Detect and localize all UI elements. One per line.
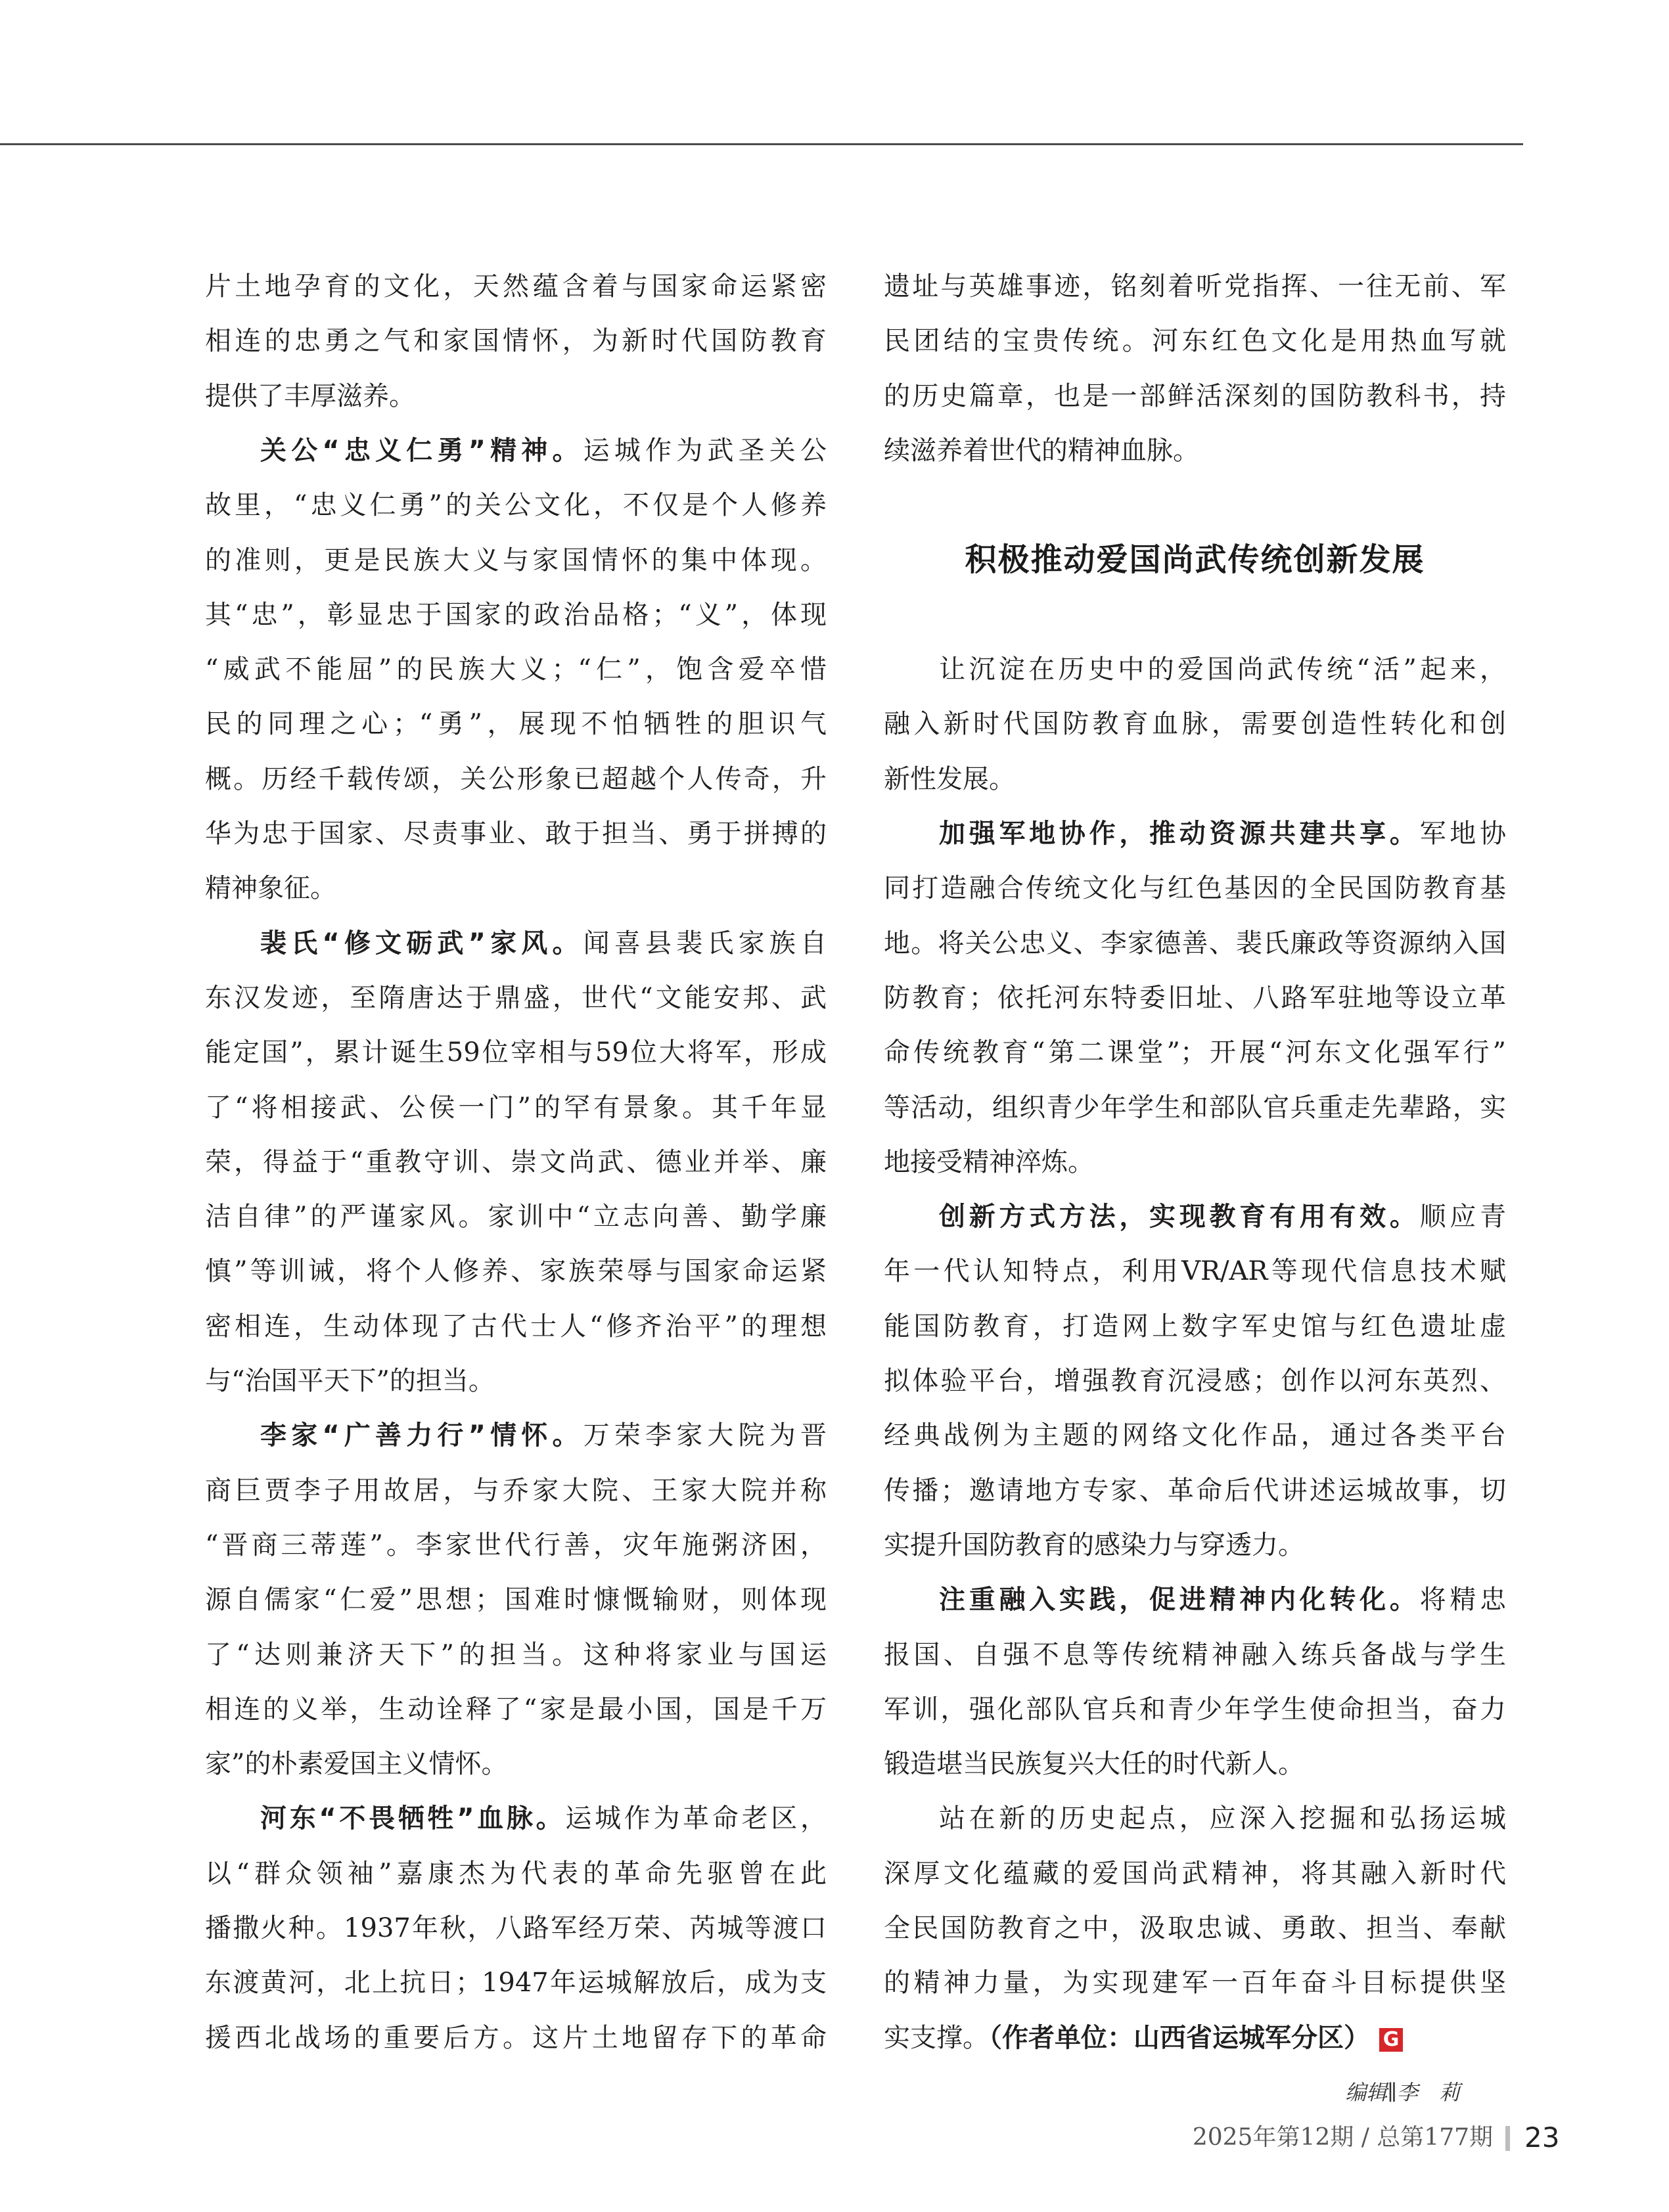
paragraph-text: 等活动，组织青少年学生和部队官兵重走先辈路，实: [884, 1092, 1506, 1123]
paragraph-text: 相连的忠勇之气和家国情怀，为新时代国防教育: [205, 326, 827, 357]
paragraph-text: 洁自律”的严谨家风。家训中“立志向善、勤学廉: [205, 1202, 827, 1232]
paragraph-text: 的准则，更是民族大义与家国情怀的集中体现。: [205, 545, 827, 576]
text-line: [205, 270, 827, 303]
text-line: [205, 1638, 827, 1671]
text-line: [205, 1912, 827, 1945]
paragraph-text: 家”的朴素爱国主义情怀。: [205, 1749, 508, 1780]
paragraph-lead-heading: 注重融入实践，促进精神内化转化。: [939, 1585, 1420, 1615]
text-line: [205, 489, 827, 522]
paragraph-text: 拟体验平台，增强教育沉浸感；创作以河东英烈、: [884, 1366, 1506, 1396]
paragraph-text: 传播；邀请地方专家、革命后代讲述运城故事，切: [884, 1475, 1506, 1506]
paragraph-text: 与“治国平天下”的担当。: [205, 1366, 495, 1396]
text-line: [205, 653, 827, 686]
text-line: [884, 1255, 1506, 1288]
paragraph-text: 能定国”，累计诞生59位宰相与59位大将军，形成: [205, 1037, 827, 1068]
text-line: [884, 817, 1506, 850]
text-line: [205, 982, 827, 1014]
paragraph-text: 经典战例为主题的网络文化作品，通过各类平台: [884, 1420, 1506, 1451]
paragraph-text: 故里，“忠义仁勇”的关公文化，不仅是个人修养: [205, 490, 827, 521]
editor-credit: 编辑∥李 莉: [1345, 2080, 1460, 2105]
paragraph-text: 实提升国防教育的感染力与穿透力。: [884, 1529, 1304, 1560]
footer-issue-info: 2025年第12期 / 总第177期: [1192, 2124, 1493, 2151]
paragraph-text: 万荣李家大院为晋: [583, 1420, 827, 1451]
text-line: [205, 817, 827, 850]
paragraph-text: 了“将相接武、公侯一门”的罕有景象。其千年显: [205, 1092, 827, 1123]
text-line: [205, 1693, 827, 1726]
paragraph-text: 命传统教育“第二课堂”；开展“河东文化强军行”: [884, 1037, 1506, 1068]
text-line: [205, 598, 827, 631]
paragraph-text: 慎”等训诫，将个人修养、家族荣辱与国家命运紧: [205, 1256, 827, 1287]
paragraph-text: 源自儒家“仁爱”思想；国难时慷慨输财，则体现: [205, 1585, 827, 1615]
text-line: [884, 380, 1506, 413]
paragraph-text: 的历史篇章，也是一部鲜活深刻的国防教科书，持: [884, 380, 1506, 411]
paragraph-text: 军训，强化部队官兵和青少年学生使命担当，奋力: [884, 1694, 1506, 1725]
text-line: [884, 325, 1506, 357]
text-line: [884, 1638, 1506, 1671]
paragraph-text: 援西北战场的重要后方。这片土地留存下的革命: [205, 2022, 827, 2053]
paragraph-text: 续滋养着世代的精神血脉。: [884, 435, 1199, 466]
paragraph-text: 报国、自强不息等传统精神融入练兵备战与学生: [884, 1639, 1506, 1670]
text-line: [205, 544, 827, 577]
paragraph-lead-heading: 裴氏“修文砺武”家风。: [260, 928, 583, 959]
paragraph-text: 年一代认知特点，利用VR/AR等现代信息技术赋: [884, 1256, 1506, 1287]
paragraph-text: 锻造堪当民族复兴大任的时代新人。: [884, 1749, 1304, 1780]
paragraph-text: 提供了丰厚滋养。: [205, 380, 415, 411]
text-line: [205, 1748, 827, 1780]
text-line: [205, 1146, 827, 1179]
text-line: [884, 1365, 1506, 1397]
paragraph-text: 概。历经千载传颂，关公形象已超越个人传奇，升: [205, 763, 827, 794]
text-line: [884, 982, 1506, 1014]
page-number: 23: [1524, 2121, 1560, 2154]
paragraph-lead-heading: 关公“忠义仁勇”精神。: [260, 435, 583, 466]
paragraph-text: 华为忠于国家、尽责事业、敢于担当、勇于拼搏的: [205, 819, 827, 849]
text-line: [884, 434, 1506, 467]
text-line: [884, 1419, 1506, 1452]
text-line: [205, 1966, 827, 1999]
paragraph-text: 新性发展。: [884, 763, 1015, 794]
text-line: [205, 927, 827, 960]
text-line: [884, 1748, 1506, 1780]
text-line: [884, 270, 1506, 303]
paragraph-lead-heading: 河东“不畏牺牲”血脉。: [260, 1803, 566, 1834]
text-line: [884, 872, 1506, 905]
text-line: [205, 1583, 827, 1616]
text-line: [884, 1146, 1506, 1179]
section-heading: 积极推动爱国尚武传统创新发展: [965, 541, 1425, 578]
paragraph-text: 民团结的宝贵传统。河东红色文化是用热血写就: [884, 326, 1506, 357]
text-line: [205, 1365, 827, 1397]
footer-separator: [1505, 2126, 1510, 2151]
text-line: [205, 1529, 827, 1562]
paragraph-text: 片土地孕育的文化，天然蕴含着与国家命运紧密: [205, 271, 827, 302]
paragraph-text: 融入新时代国防教育血脉，需要创造性转化和创: [884, 709, 1506, 740]
paragraph-text: 东渡黄河，北上抗日；1947年运城解放后，成为支: [205, 1968, 827, 1998]
text-line: [884, 1583, 1506, 1616]
paragraph-text: 军地协: [1419, 819, 1507, 849]
paragraph-text: 深厚文化蕴藏的爱国尚武精神，将其融入新时代: [884, 1858, 1506, 1889]
paragraph-text: 遗址与英雄事迹，铭刻着听党指挥、一往无前、军: [884, 271, 1506, 302]
text-line: [205, 763, 827, 796]
paragraph-text: 以“群众领袖”嘉康杰为代表的革命先驱曾在此: [205, 1858, 827, 1889]
paragraph-text: 防教育；依托河东特委旧址、八路军驻地等设立革: [884, 982, 1506, 1013]
text-line: [205, 1036, 827, 1069]
paragraph-text: 同打造融合传统文化与红色基因的全民国防教育基: [884, 873, 1506, 904]
paragraph-text: 实支撑。: [884, 2022, 989, 2053]
paragraph-text: 精神象征。: [205, 873, 336, 904]
paragraph-text: 了“达则兼济天下”的担当。这种将家业与国运: [205, 1639, 827, 1670]
text-line: [884, 1857, 1506, 1890]
text-line: [884, 927, 1506, 960]
paragraph-text: 能国防教育，打造网上数字军史馆与红色遗址虚: [884, 1311, 1506, 1342]
paragraph-text: 运城作为革命老区，: [565, 1803, 827, 1834]
paragraph-text: 其“忠”，彰显忠于国家的政治品格；“义”，体现: [205, 599, 827, 630]
text-line: [884, 2021, 1506, 2054]
text-line: [205, 325, 827, 357]
paragraph-text: 全民国防教育之中，汲取忠诚、勇敢、担当、奉献: [884, 1913, 1506, 1943]
paragraph-text: 商巨贾李子用故居，与乔家大院、王家大院并称: [205, 1475, 827, 1506]
paragraph-text: 让沉淀在历史中的爱国尚武传统“活”起来，: [939, 654, 1506, 685]
text-line: [884, 1310, 1506, 1343]
text-line: [205, 2021, 827, 2054]
paragraph-lead-heading: 加强军地协作，推动资源共建共享。: [939, 819, 1420, 849]
text-line: [884, 1200, 1506, 1233]
author-affiliation: （作者单位：山西省运城军分区）: [989, 2022, 1370, 2053]
text-line: [884, 1091, 1506, 1124]
text-line: [884, 1529, 1506, 1562]
text-line: [205, 1091, 827, 1124]
text-line: [884, 1912, 1506, 1945]
paragraph-text: 的精神力量，为实现建军一百年奋斗目标提供坚: [884, 1968, 1506, 1998]
text-line: [205, 872, 827, 905]
text-line: [884, 1802, 1506, 1835]
paragraph-text: 东汉发迹，至隋唐达于鼎盛，世代“文能安邦、武: [205, 982, 827, 1013]
text-line: [205, 434, 827, 467]
text-line: [205, 1474, 827, 1507]
paragraph-text: 相连的义举，生动诠释了“家是最小国，国是千万: [205, 1694, 827, 1725]
text-line: [205, 1857, 827, 1890]
text-line: [205, 708, 827, 740]
text-line: [205, 1255, 827, 1288]
text-line: [884, 1036, 1506, 1069]
text-line: [884, 708, 1506, 740]
text-line: [884, 1966, 1506, 1999]
paragraph-text: 站在新的历史起点，应深入挖掘和弘扬运城: [939, 1803, 1506, 1834]
paragraph-text: 密相连，生动体现了古代士人“修齐治平”的理想: [205, 1311, 827, 1342]
right-column: [884, 0, 1506, 2212]
text-line: [884, 653, 1506, 686]
text-line: [884, 763, 1506, 796]
paragraph-lead-heading: 创新方式方法，实现教育有用有效。: [939, 1202, 1420, 1232]
paragraph-text: “晋商三蒂莲”。李家世代行善，灾年施粥济困，: [205, 1529, 827, 1560]
paragraph-text: 顺应青: [1419, 1202, 1507, 1232]
paragraph-text: 民的同理之心；“勇”，展现不怕牺牲的胆识气: [205, 709, 827, 740]
paragraph-text: “威武不能屈”的民族大义；“仁”，饱含爱卒惜: [205, 654, 827, 685]
paragraph-text: 将精忠: [1419, 1585, 1507, 1615]
paragraph-text: 闻喜县裴氏家族自: [583, 928, 827, 959]
paragraph-text: 运城作为武圣关公: [583, 435, 827, 466]
text-line: [205, 1310, 827, 1343]
paragraph-text: 地接受精神淬炼。: [884, 1146, 1094, 1177]
paragraph-text: 播撒火种。1937年秋，八路军经万荣、芮城等渡口: [205, 1913, 827, 1943]
paragraph-text: 地。将关公忠义、李家德善、裴氏廉政等资源纳入国: [884, 928, 1506, 959]
paragraph-lead-heading: 李家“广善力行”情怀。: [260, 1420, 583, 1451]
text-line: [205, 380, 827, 413]
end-of-article-logo-icon: G: [1379, 2028, 1403, 2052]
left-column: [205, 0, 827, 2212]
paragraph-text: 荣，得益于“重教守训、崇文尚武、德业并举、廉: [205, 1146, 827, 1177]
text-line: [884, 1693, 1506, 1726]
text-line: [205, 1419, 827, 1452]
text-line: [884, 1474, 1506, 1507]
text-line: [205, 1802, 827, 1835]
text-line: [205, 1200, 827, 1233]
